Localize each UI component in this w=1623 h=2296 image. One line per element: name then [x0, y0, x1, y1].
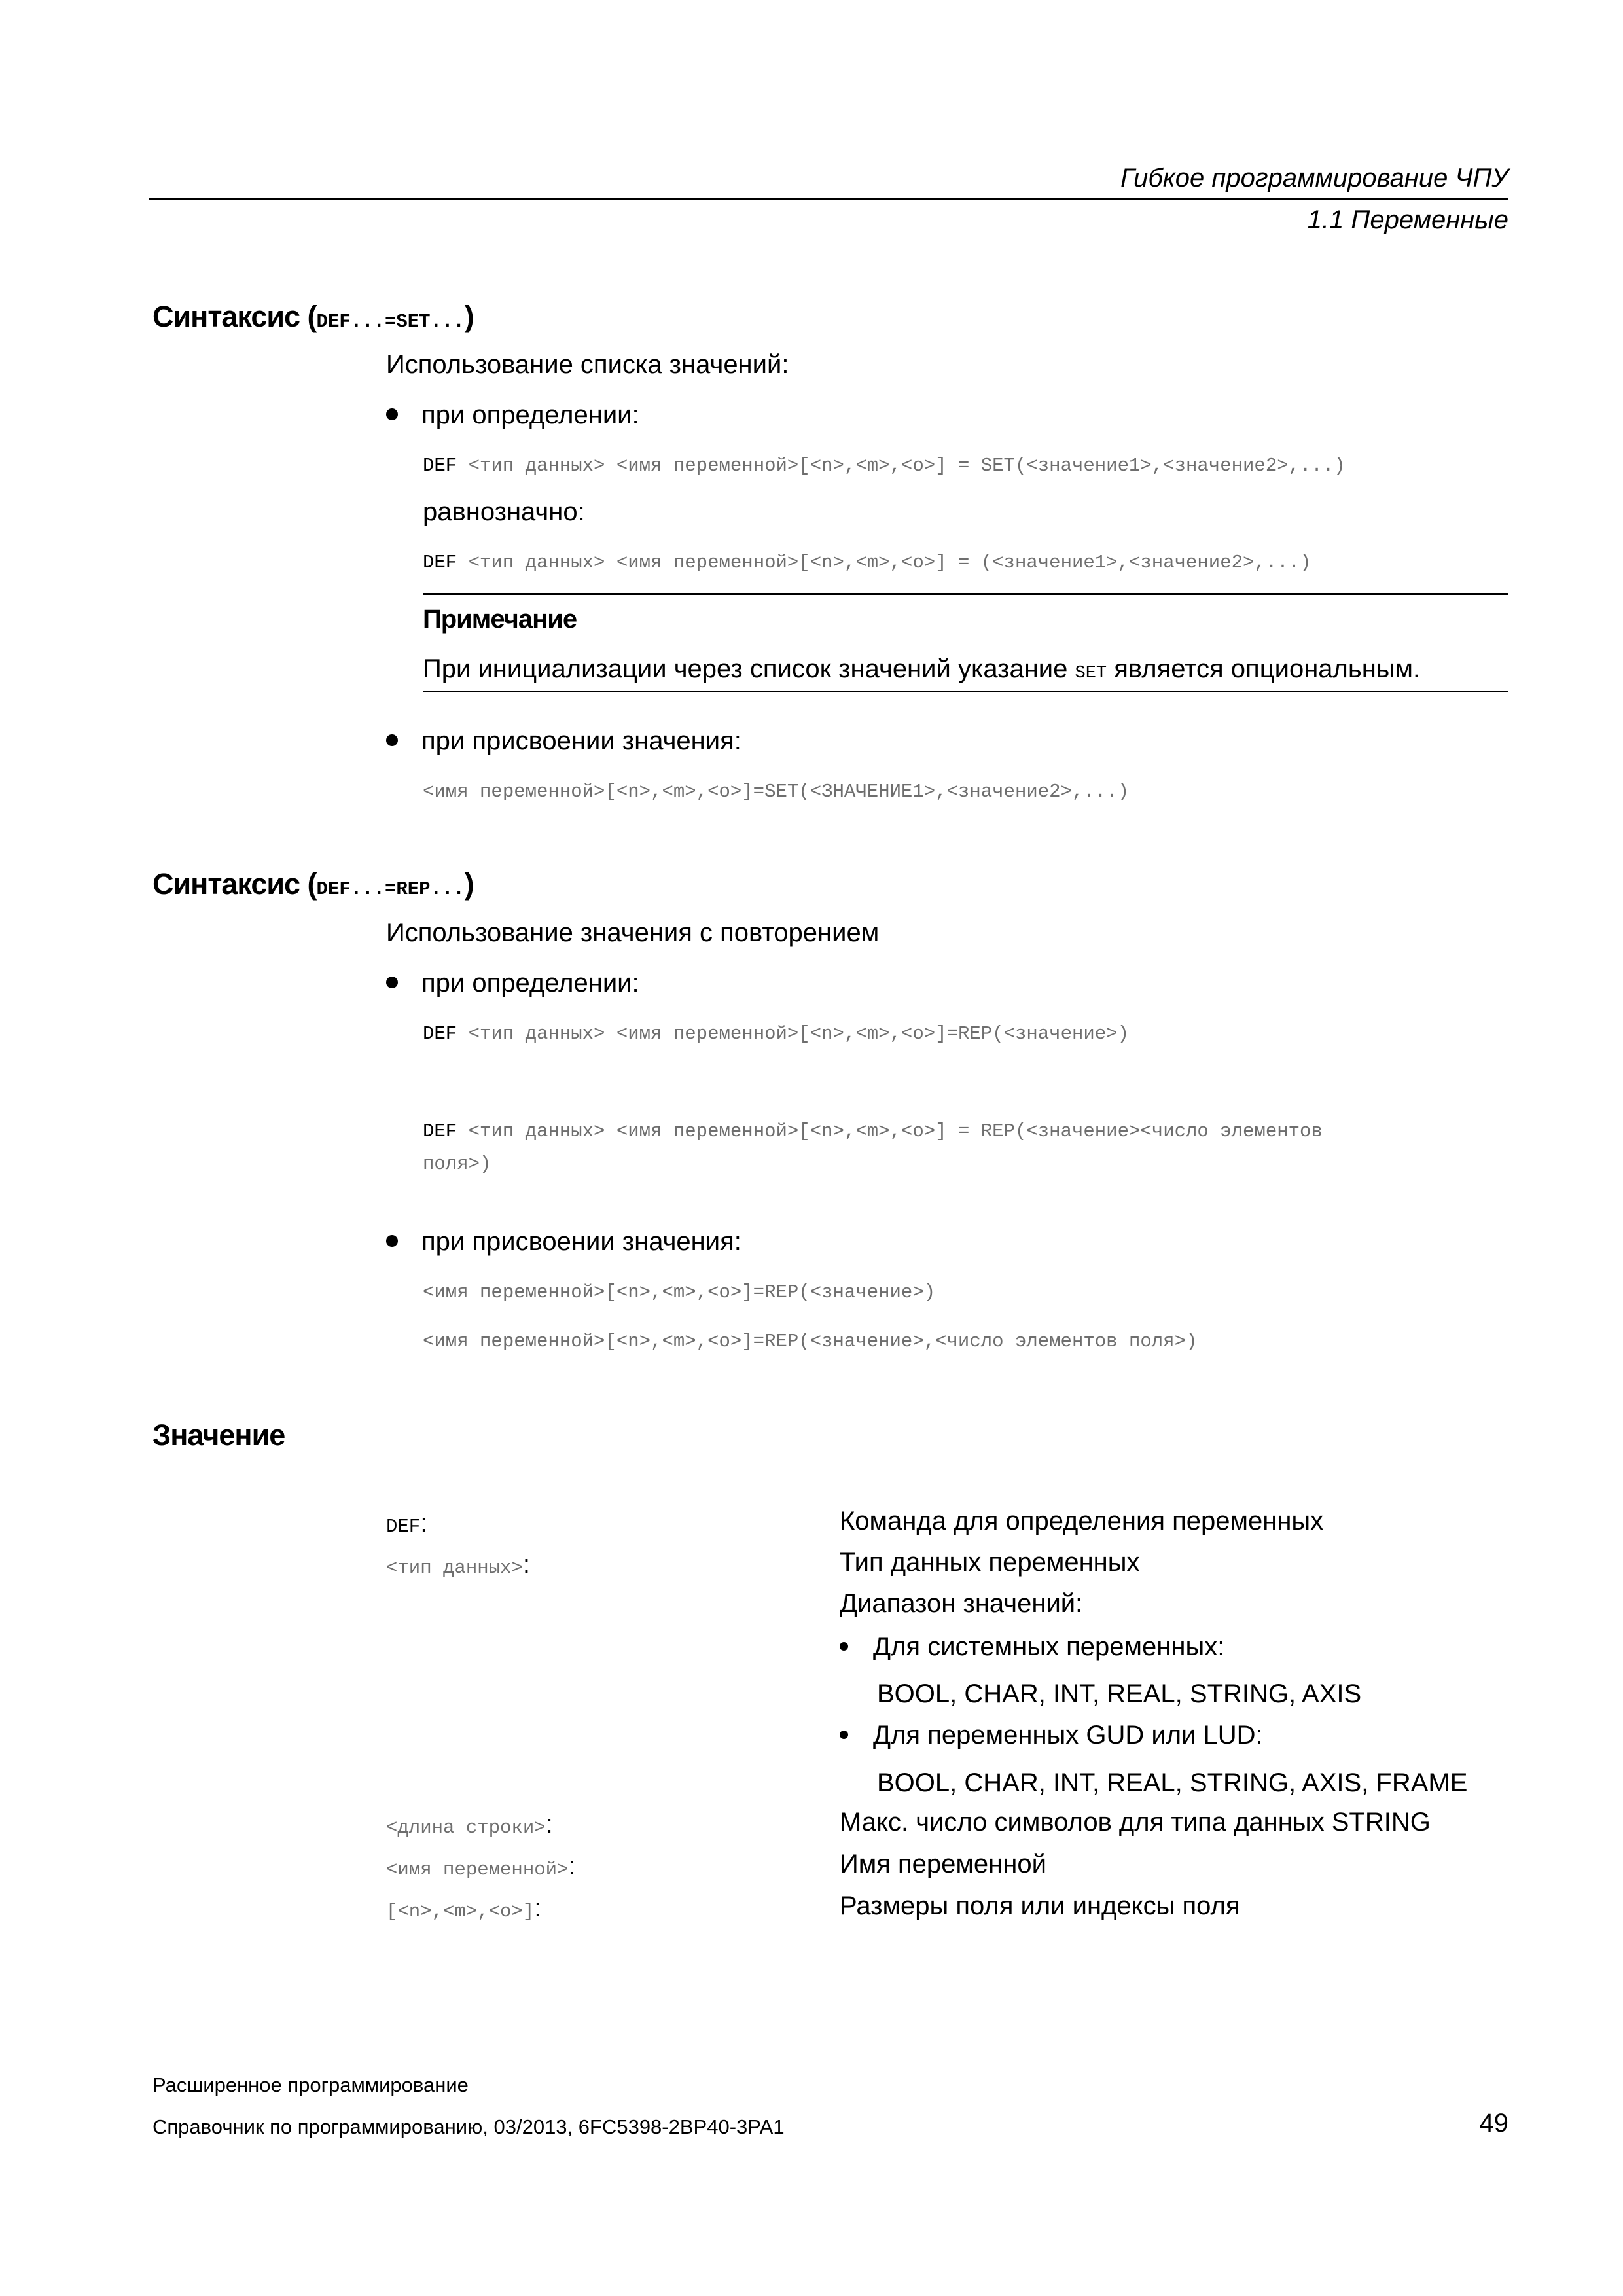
note-top-rule: [423, 593, 1508, 595]
heading-syntax-rep-prefix: Синтаксис (: [152, 867, 317, 901]
heading-syntax-rep-code: DEF...=REP...: [316, 878, 465, 900]
heading-meaning: Значение: [152, 1418, 285, 1452]
code-args: <тип данных> <имя переменной>[<n>,<m>,<o>]=REP(<значение>): [468, 1023, 1129, 1045]
bullet-text: Для системных переменных:: [873, 1632, 1225, 1661]
desc-data-type: Тип данных переменных: [840, 1548, 1140, 1577]
footer-reference: Справочник по программированию, 03/2013, 6FC5398-2BP40-3PA1: [152, 2115, 785, 2138]
running-header-chapter: Гибкое программирование ЧПУ: [1120, 164, 1508, 192]
term-colon: :: [534, 1893, 542, 1922]
code-keyword: DEF: [423, 455, 469, 476]
term-text: <тип данных>: [386, 1557, 523, 1579]
syntax-rep-intro: Использование значения с повторением: [386, 918, 880, 947]
header-rule: [149, 198, 1508, 200]
term-def: [386, 1509, 427, 1538]
bullet-text: при определении:: [421, 401, 639, 429]
bullet-dot-icon: [840, 1731, 848, 1739]
code-args: <имя переменной>[<n>,<m>,<o>]=REP(<значение>,<число элементов поля>): [423, 1331, 1198, 1352]
footer-title: Расширенное программирование: [152, 2073, 469, 2096]
code-args: <тип данных> <имя переменной>[<n>,<m>,<o>] = REP(<значение><число элементов: [468, 1121, 1323, 1142]
bullet-dot-icon: [840, 1642, 848, 1651]
term-text: [<n>,<m>,<o>]: [386, 1901, 535, 1922]
note-code: SET: [1075, 664, 1107, 683]
heading-syntax-set-code: DEF...=SET...: [316, 311, 465, 332]
code-set-assign: [423, 781, 1129, 802]
note-title: Примечание: [423, 605, 577, 634]
code-args: поля>): [423, 1153, 491, 1175]
syntax-set-bullet-define: [386, 401, 639, 430]
bullet-text: Для переменных GUD или LUD:: [873, 1721, 1263, 1749]
desc-gud-bullet: [840, 1721, 1263, 1750]
desc-gud-types: BOOL, CHAR, INT, REAL, STRING, AXIS, FRAME: [877, 1768, 1468, 1797]
note-text-before: При инициализации через список значений указание: [423, 655, 1075, 683]
note-text: [423, 655, 1420, 684]
term-colon: :: [568, 1852, 576, 1880]
term-string-length: [386, 1810, 553, 1839]
heading-syntax-set: [152, 300, 474, 334]
note-bottom-rule: [423, 691, 1508, 692]
term-colon: :: [545, 1810, 553, 1839]
code-args: <имя переменной>[<n>,<m>,<o>]=REP(<значение>): [423, 1282, 936, 1303]
running-header-section: 1.1 Переменные: [1307, 206, 1508, 234]
term-text: <длина строки>: [386, 1817, 546, 1839]
bullet-text: при определении:: [421, 969, 639, 997]
syntax-rep-bullet-define: [386, 969, 639, 998]
bullet-dot-icon: [386, 1235, 398, 1247]
code-args: <тип данных> <имя переменной>[<n>,<m>,<o>] = SET(<значение1>,<значение2>,...): [468, 455, 1346, 476]
bullet-text: при присвоении значения:: [421, 1227, 741, 1256]
code-set-equivalent: [423, 552, 1311, 573]
desc-sys-bullet: [840, 1632, 1224, 1662]
term-data-type: [386, 1550, 530, 1579]
code-keyword: DEF: [423, 1023, 469, 1045]
desc-variable-name: Имя переменной: [840, 1850, 1046, 1878]
term-variable-name: [386, 1852, 576, 1881]
code-args: <имя переменной>[<n>,<m>,<o>]=SET(<ЗНАЧЕНИЕ1>,<значение2>,...): [423, 781, 1129, 802]
code-args: <тип данных> <имя переменной>[<n>,<m>,<o>] = (<значение1>,<значение2>,...): [468, 552, 1311, 573]
bullet-dot-icon: [386, 977, 398, 988]
note-text-after: является опциональным.: [1107, 655, 1421, 683]
term-array-dims: [386, 1893, 541, 1923]
code-set-define: [423, 455, 1346, 476]
equivalent-label: равнозначно:: [423, 497, 585, 526]
bullet-text: при присвоении значения:: [421, 726, 741, 755]
code-rep-assign: [423, 1282, 935, 1303]
bullet-dot-icon: [386, 408, 398, 420]
heading-syntax-set-suffix: ): [464, 300, 474, 333]
bullet-dot-icon: [386, 734, 398, 746]
heading-syntax-set-prefix: Синтаксис (: [152, 300, 317, 333]
code-keyword: DEF: [423, 1121, 469, 1142]
code-rep-define: [423, 1023, 1129, 1045]
term-text: DEF: [386, 1516, 421, 1537]
code-rep-define-count-cont: [423, 1153, 491, 1175]
desc-string-length: Макс. число символов для типа данных STRING: [840, 1808, 1431, 1837]
page-number: 49: [1479, 2109, 1508, 2138]
term-colon: :: [420, 1509, 428, 1537]
code-rep-define-count: [423, 1121, 1323, 1142]
code-keyword: DEF: [423, 552, 469, 573]
heading-syntax-rep: [152, 867, 474, 901]
code-rep-assign-count: [423, 1331, 1197, 1352]
desc-range-label: Диапазон значений:: [840, 1589, 1083, 1618]
term-text: <имя переменной>: [386, 1859, 569, 1880]
desc-array-dims: Размеры поля или индексы поля: [840, 1892, 1240, 1920]
syntax-rep-bullet-assign: [386, 1227, 741, 1257]
syntax-set-bullet-assign: [386, 726, 741, 756]
term-colon: :: [522, 1550, 530, 1579]
syntax-set-intro: Использование списка значений:: [386, 350, 789, 379]
desc-sys-types: BOOL, CHAR, INT, REAL, STRING, AXIS: [877, 1679, 1362, 1708]
heading-syntax-rep-suffix: ): [464, 867, 474, 901]
desc-def: Команда для определения переменных: [840, 1507, 1324, 1535]
